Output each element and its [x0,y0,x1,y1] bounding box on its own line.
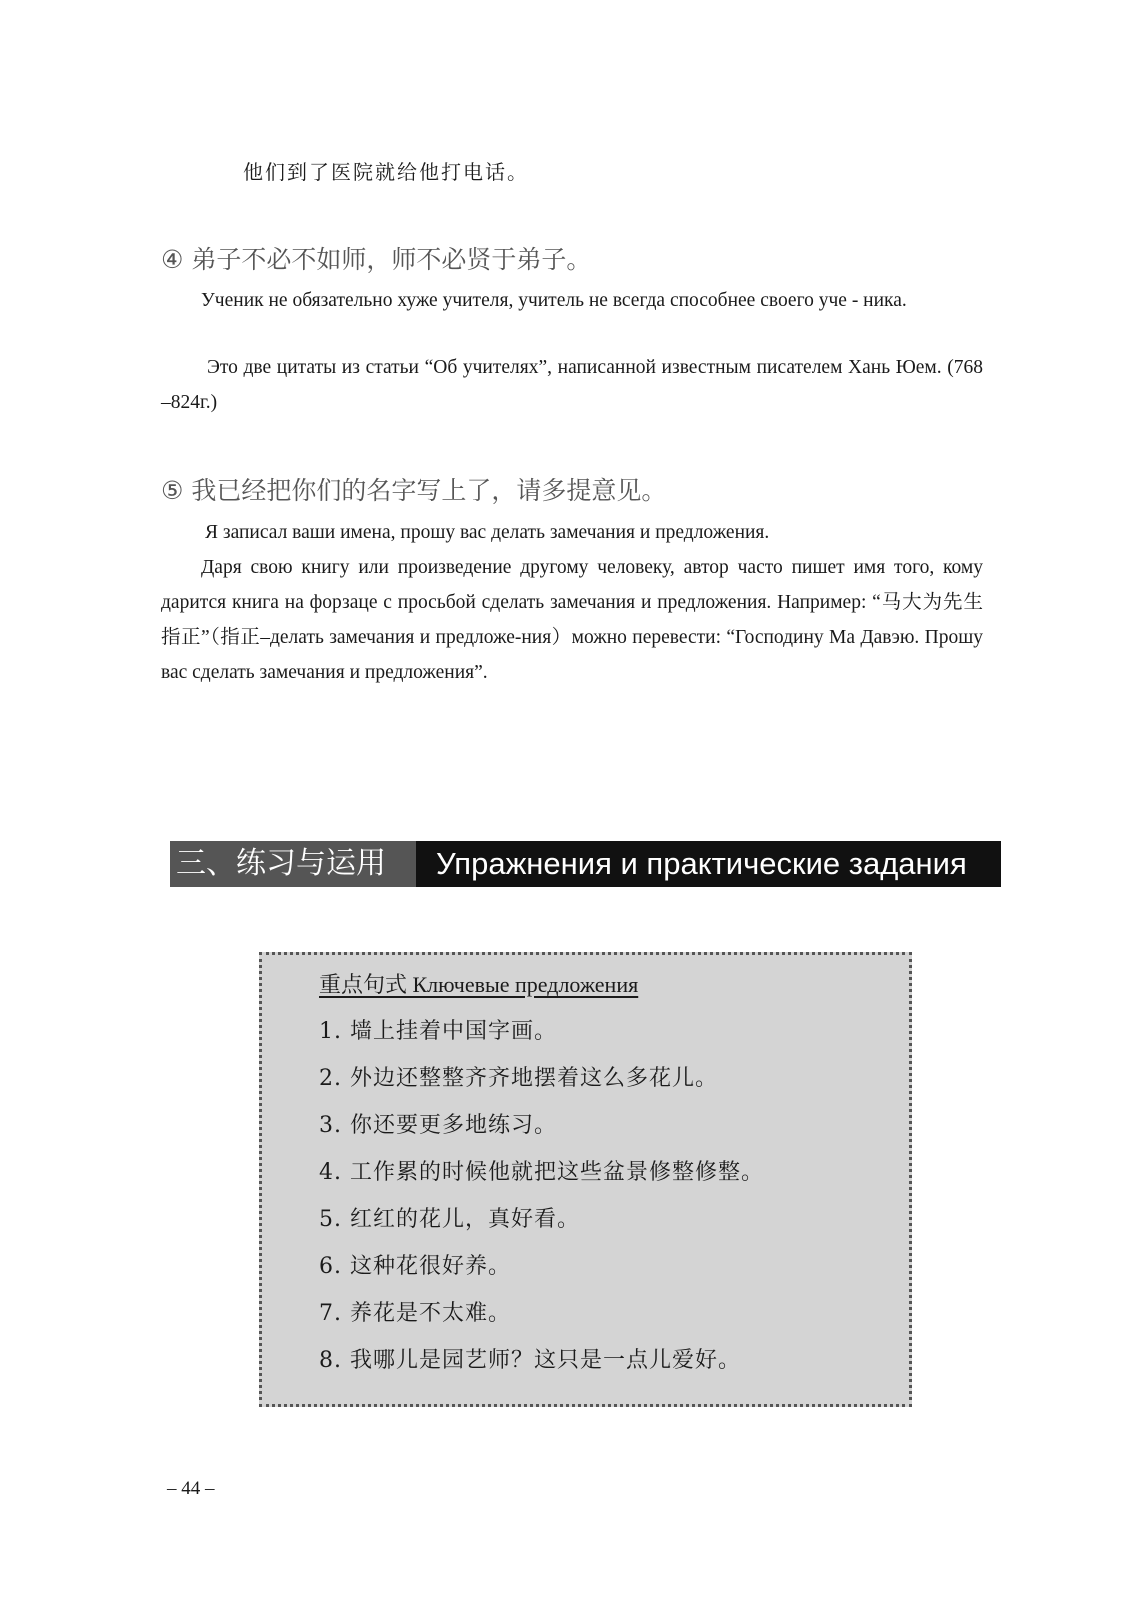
page-number: – 44 – [167,1478,215,1499]
item-5-translation: Я записал ваши имена, прошу вас делать замечания и предложения. [205,522,770,543]
example-sentence: 他们到了医院就给他打电话。 [243,160,529,184]
key-sentences-list [319,1008,764,1384]
key-sentence-7: 7. 养花是不太难。 [319,1301,511,1326]
key-sentences-title: 重点句式 Ключевые предложения [319,972,639,997]
key-sentence-4: 4. 工作累的时候他就把这些盆景修整修整。 [319,1160,764,1185]
key-sentence-5: 5. 红红的花儿，真好看。 [319,1207,580,1232]
key-sentence-1: 1. 墙上挂着中国字画。 [319,1019,557,1044]
key-sentence-8: 8. 我哪儿是园艺师？这只是一点儿爱好。 [319,1348,741,1373]
item-4-translation: Ученик не обязательно хуже учителя, учитель не всегда способнее своего уче - ника. [201,290,907,311]
item-5-note: Даря свою книгу или произведение другому человеку, автор часто пишет имя того, кому дарится книга на форзаце с просьбой сделать замечания и предложения. Например: “马大为先生指正”（指正–делать замечания и предложе-ния）можно перевести: “Господину Ма Давэю. Прошу вас сделать замечания и предложения”. [161,557,983,683]
key-sentence-2: 2. 外边还整整齐齐地摆着这么多花儿。 [319,1066,718,1091]
section-banner-russian: Упражнения и практические задания [416,841,1001,887]
item-4-note: Это две цитаты из статьи “Об учителях”, написанной известным писателем Хань Юем. (768 –824г.) [161,357,983,413]
item-5-heading: ⑤ 我已经把你们的名字写上了，请多提意见。 [161,476,667,505]
section-banner-chinese: 三、练习与运用 [170,841,416,887]
key-sentence-3: 3. 你还要更多地练习。 [319,1113,557,1138]
key-sentence-6: 6. 这种花很好养。 [319,1254,511,1279]
item-4-heading: ④ 弟子不必不如师，师不必贤于弟子。 [161,245,592,274]
